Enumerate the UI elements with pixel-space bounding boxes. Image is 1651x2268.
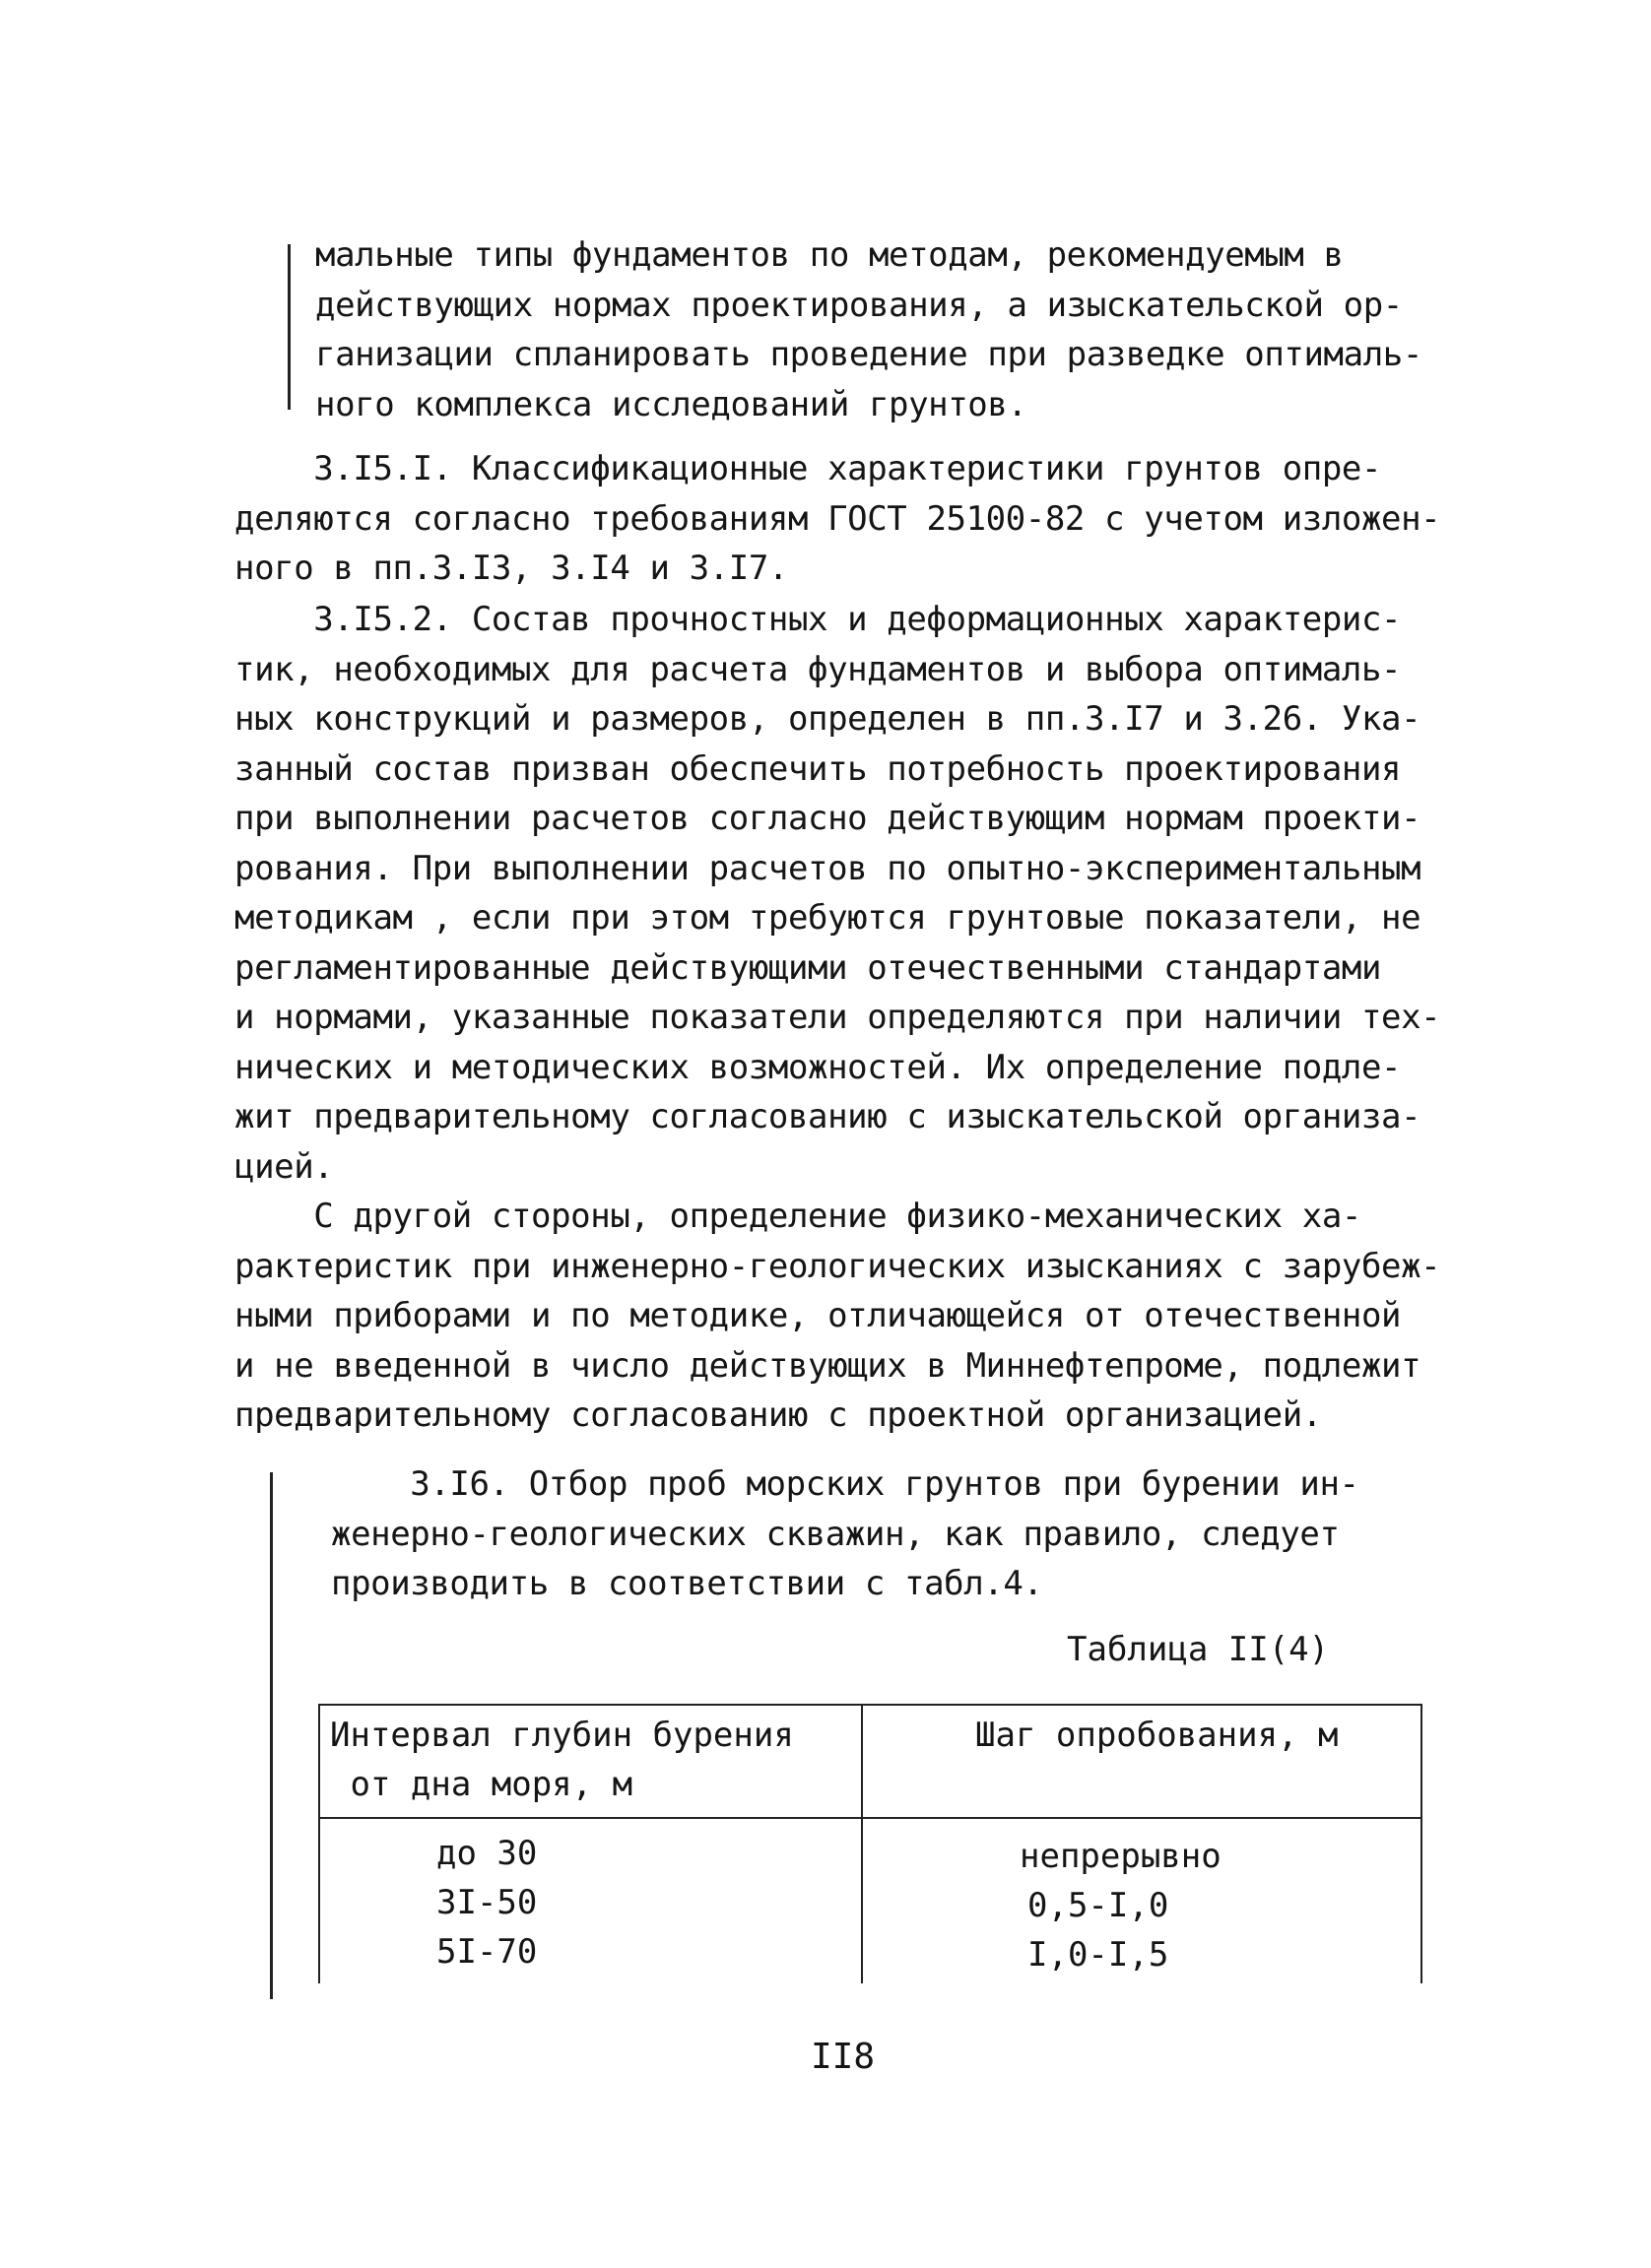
paragraph-3-15-2: 3.I5.2. Состав прочностных и деформационных характерис- тик, необходимых для расчета фундаментов и выбора оптималь- ных конструкций и размеров, определен в пп.3.I7 и 3.26. Ука- занный состав призван обеспечить потребность проектирования при выполнении расчетов согласно действующим нормам проекти- рования. При выполнении расчетов по опытно-экспериментальным методикам , если при этом требуются грунтовые показатели, не регламентированные действующими отечественными стандартами и нормами, указанные показатели определяются при наличии тех- нических и методических возможностей. Их определение подле- жит предварительному согласованию с изыскательской организа- цией. — [234, 600, 1441, 1187]
revision-bar-top — [288, 244, 291, 410]
sampling-table — [318, 1704, 1422, 1983]
table-cell-step: 0,5-I,0 — [1027, 1886, 1169, 1925]
table-column-divider — [861, 1706, 863, 1983]
paragraph-continuation: мальные типы фундаментов по методам, рекомендуемым в действующих нормах проектирования, а изыскательской ор- ганизации спланировать проведение при разведке оптималь- ного комплекса исследований грунтов. — [315, 235, 1422, 424]
page-number: II8 — [811, 2037, 876, 2077]
table-cell-step: непрерывно — [1020, 1837, 1222, 1876]
table-cell-step: I,0-I,5 — [1027, 1935, 1169, 1975]
revision-bar-bottom — [270, 1472, 273, 1999]
table-header-depth-interval: Интервал глубин бурения от дна моря, м — [330, 1716, 794, 1804]
table-cell-depth: 5I-70 — [436, 1932, 538, 1972]
table-header-sampling-step: Шаг опробования, м — [975, 1716, 1339, 1755]
table-header-divider — [320, 1817, 1420, 1819]
table-caption: Таблица II(4) — [1067, 1630, 1330, 1669]
paragraph-3-16: 3.I6. Отбор проб морских грунтов при бурении ин- женерно-геологических скважин, как правило, следует производить в соответствии с табл.4. — [331, 1464, 1359, 1603]
paragraph-3-15-1: 3.I5.I. Классификационные характеристики грунтов опре- деляются согласно требованиям ГОСТ 25100-82 с учетом изложен- ного в пп.3.I3, 3.I4 и 3.I7. — [234, 449, 1441, 588]
table-cell-depth: до 30 — [436, 1834, 538, 1873]
table-cell-depth: 3I-50 — [436, 1883, 538, 1922]
paragraph-other-side: С другой стороны, определение физико-механических ха- рактеристик при инженерно-геологических изысканиях с зарубеж- ными приборами и по методике, отличающейся от отечественной и не введенной в число действующих в Миннефтепроме, подлежит предварительному согласованию с проектной организацией. — [234, 1197, 1441, 1435]
